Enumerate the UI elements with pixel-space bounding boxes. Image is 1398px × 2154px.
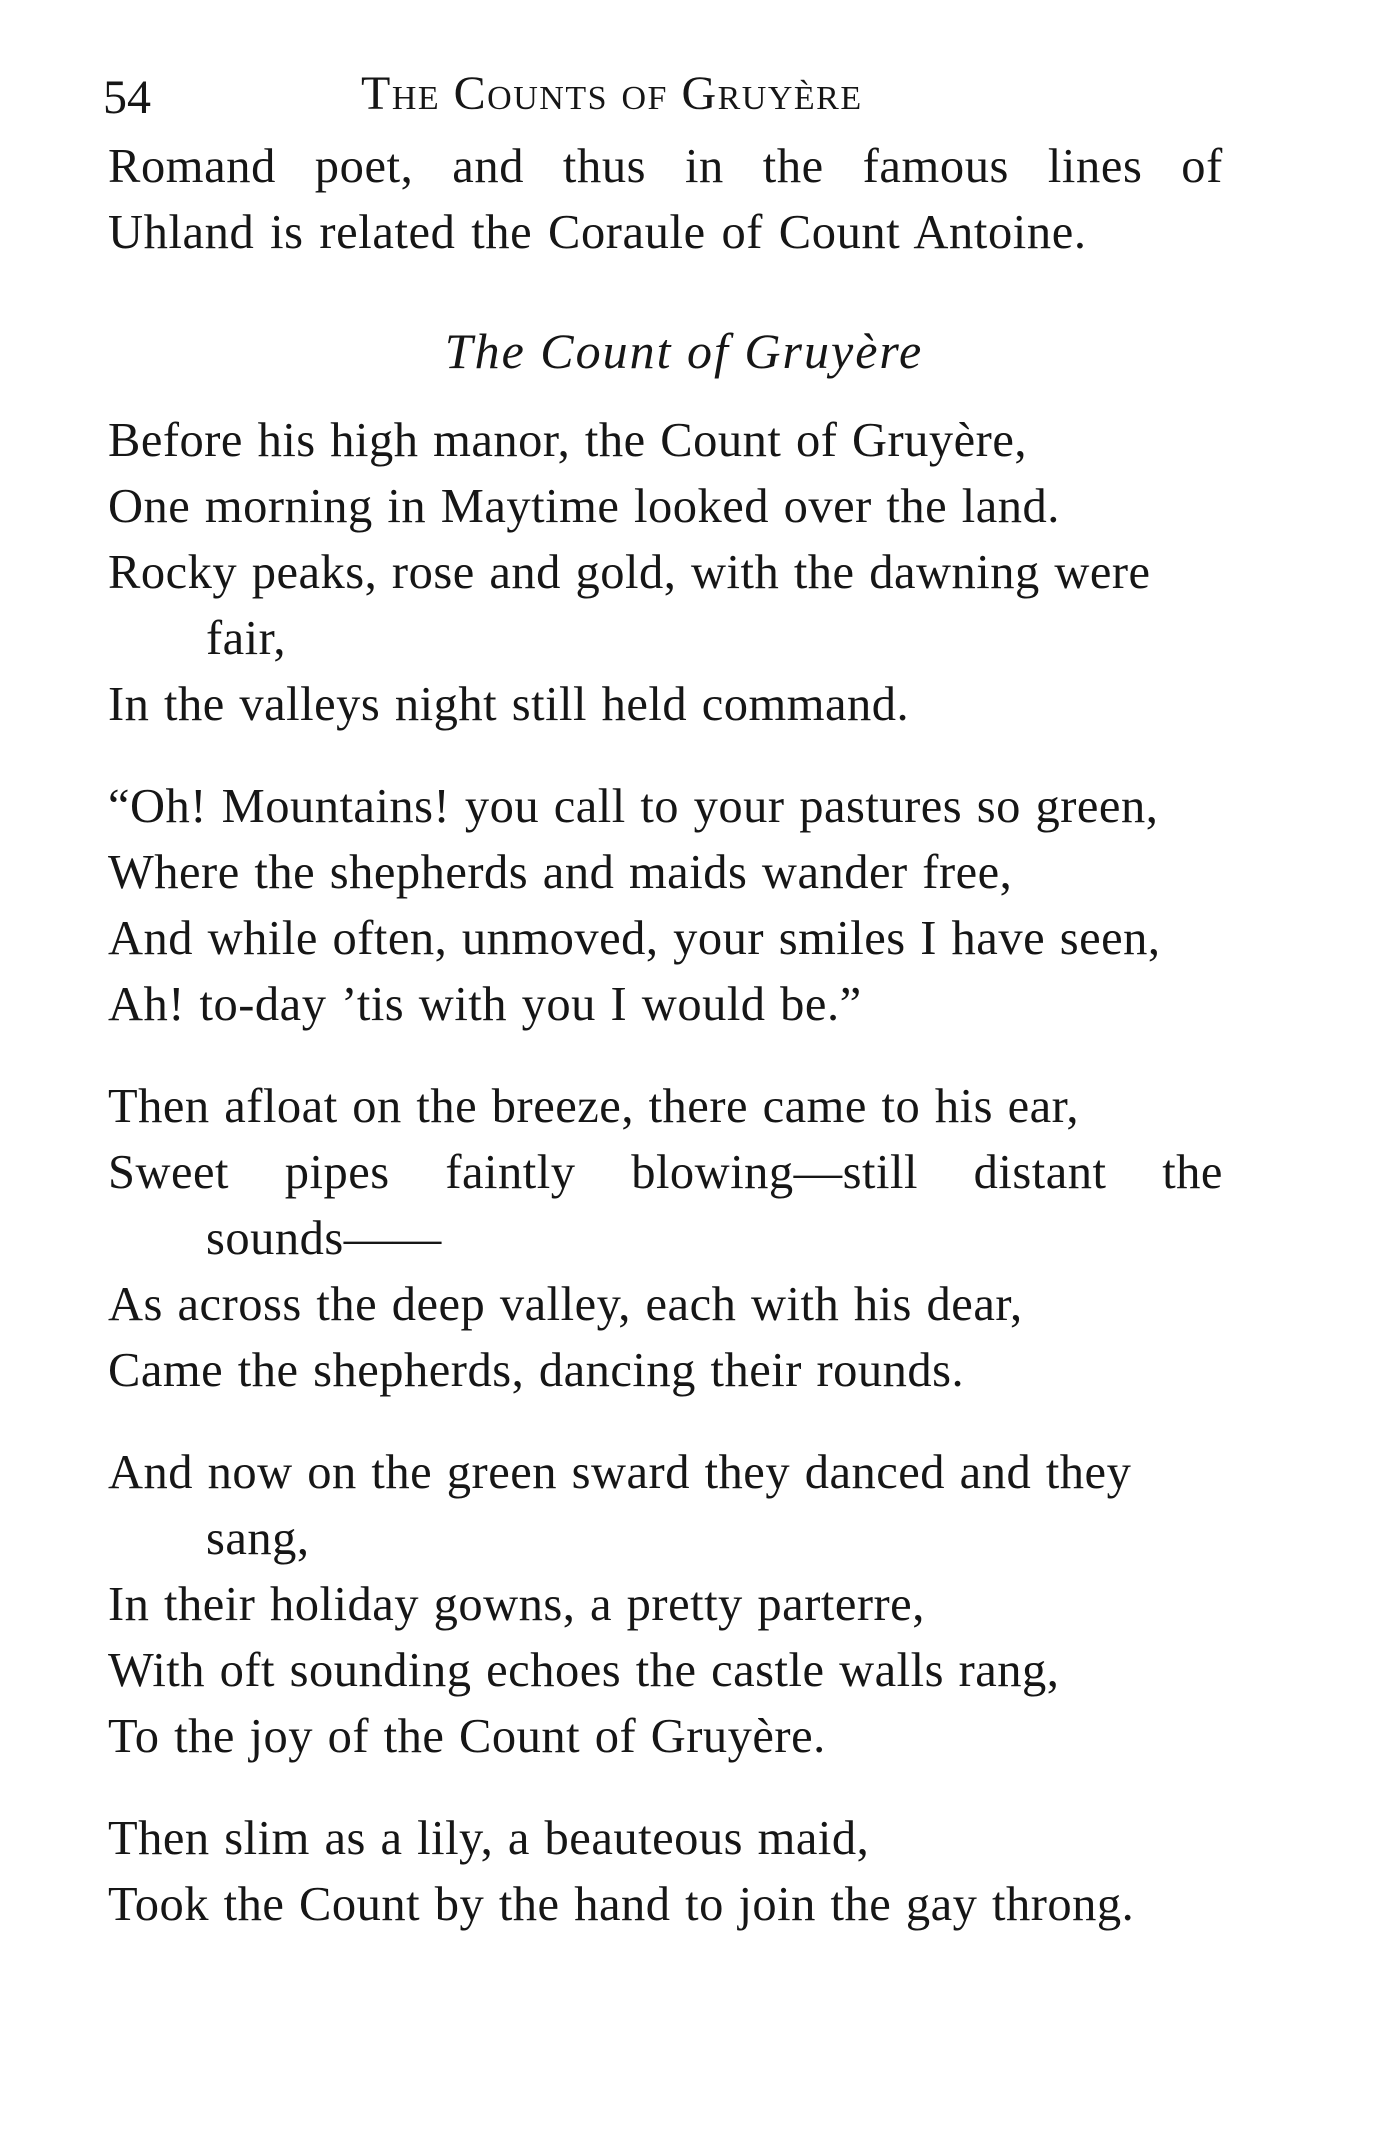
verse-line-continuation: sang, — [206, 1512, 310, 1565]
verse-word: faintly — [445, 1146, 576, 1199]
intro-word: in — [684, 140, 724, 193]
poem-body — [108, 408, 1233, 1974]
verse-line: Then slim as a lily, a beauteous maid, — [108, 1812, 870, 1865]
intro-line-1 — [108, 134, 1223, 200]
verse-line: To the joy of the Count of Gruyère. — [108, 1710, 826, 1763]
verse-line: Where the shepherds and maids wander free, — [108, 846, 1013, 899]
running-head — [103, 62, 1218, 122]
verse-line: In the valleys night still held command. — [108, 678, 910, 731]
intro-word: Romand — [108, 140, 276, 193]
intro-word: the — [762, 140, 824, 193]
intro-paragraph — [108, 134, 1223, 266]
verse-line: “Oh! Mountains! you call to your pastures so green, — [108, 780, 1159, 833]
intro-word: thus — [562, 140, 647, 193]
book-title: The Counts of Gruyère — [361, 67, 863, 120]
intro-word: and — [452, 140, 525, 193]
verse-line: And while often, unmoved, your smiles I have seen, — [108, 912, 1161, 965]
stanza-4 — [108, 1440, 1233, 1770]
stanza-2 — [108, 774, 1233, 1038]
verse-line: As across the deep valley, each with his dear, — [108, 1278, 1023, 1331]
verse-line: Before his high manor, the Count of Gruyère, — [108, 414, 1027, 467]
page-number: 54 — [103, 71, 151, 124]
verse-word: distant — [973, 1146, 1107, 1199]
verse-line-continuation: sounds—— — [206, 1212, 442, 1265]
stanza-3 — [108, 1074, 1233, 1404]
intro-word: poet, — [314, 140, 414, 193]
verse-line-justified — [108, 1140, 1223, 1206]
verse-line: In their holiday gowns, a pretty parterre, — [108, 1578, 925, 1631]
intro-line-2: Uhland is related the Coraule of Count Antoine. — [108, 206, 1087, 259]
verse-line: Rocky peaks, rose and gold, with the dawning were — [108, 546, 1151, 599]
verse-line: Took the Count by the hand to join the gay throng. — [108, 1878, 1135, 1931]
verse-line: With oft sounding echoes the castle walls rang, — [108, 1644, 1060, 1697]
verse-word: pipes — [284, 1146, 390, 1199]
poem-title: The Count of Gruyère — [444, 323, 924, 379]
verse-line: And now on the green sward they danced and they — [108, 1446, 1132, 1499]
verse-line: One morning in Maytime looked over the land. — [108, 480, 1060, 533]
verse-line: Came the shepherds, dancing their rounds. — [108, 1344, 965, 1397]
stanza-5 — [108, 1806, 1233, 1938]
intro-word: of — [1181, 140, 1223, 193]
verse-line-continuation: fair, — [206, 612, 286, 665]
intro-word: famous — [862, 140, 1010, 193]
intro-word: lines — [1047, 140, 1143, 193]
verse-word: Sweet — [108, 1146, 230, 1199]
verse-line: Ah! to-day ’tis with you I would be.” — [108, 978, 862, 1031]
verse-word: the — [1162, 1146, 1223, 1199]
verse-line: Then afloat on the breeze, there came to his ear, — [108, 1080, 1080, 1133]
stanza-1 — [108, 408, 1233, 738]
verse-word: blowing—still — [631, 1146, 918, 1199]
